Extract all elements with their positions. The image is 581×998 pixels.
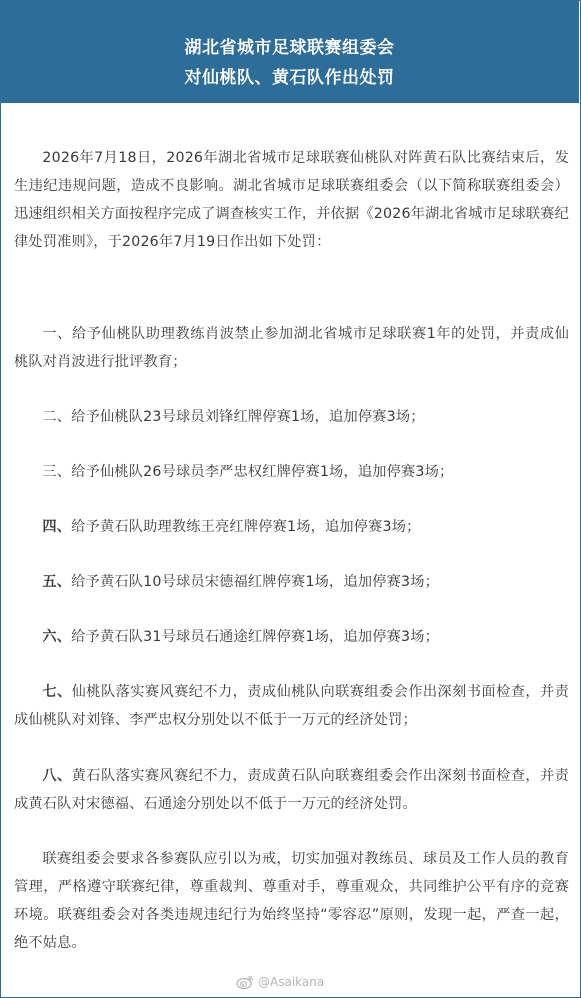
- watermark-text: @Asaikana: [258, 975, 325, 989]
- title-line-1: 湖北省城市足球联赛组委会: [184, 38, 395, 58]
- item-text: 给予黄石队31号球员石通途红牌停赛1场，追加停赛3场；: [71, 629, 439, 645]
- header-banner: [0, 0, 579, 103]
- penalty-item-4: [14, 513, 569, 541]
- item-text: 给予黄石队助理教练王亮红牌停赛1场，追加停赛3场；: [71, 519, 421, 535]
- item-number: 四、: [42, 519, 72, 535]
- weibo-icon: [236, 975, 254, 989]
- penalty-item-8: [14, 762, 569, 818]
- item-text: 黄石队落实赛风赛纪不力，责成黄石队向联赛组委会作出深刻书面检查，并责成黄石队对宋德福、石通途分别处以不低于一万元的经济处罚。: [14, 768, 569, 812]
- item-number: 七、: [42, 684, 72, 700]
- item-text: 给予仙桃队23号球员刘锋红牌停赛1场，追加停赛3场；: [71, 409, 425, 425]
- closing-paragraph: 联赛组委会要求各参赛队应引以为戒，切实加强对教练员、球员及工作人员的教育管理，严格遵守联赛纪律，尊重裁判、尊重对手，尊重观众，共同维护公平有序的竞赛环境。联赛组委会对各类违规违纪行为始终坚持“零容忍”原则，发现一起，严查一起，绝不姑息。: [14, 851, 569, 951]
- item-number: 八、: [42, 768, 72, 784]
- item-number: 二、: [42, 409, 72, 425]
- penalty-item-3: [14, 458, 569, 486]
- penalty-item-7: [14, 678, 569, 734]
- penalty-item-5: [14, 568, 569, 596]
- item-text: 给予黄石队10号球员宋德福红牌停赛1场，追加停赛3场；: [71, 574, 439, 590]
- item-text: 仙桃队落实赛风赛纪不力，责成仙桃队向联赛组委会作出深刻书面检查，并责成仙桃队对刘锋、李严忠权分别处以不低于一万元的经济处罚；: [14, 684, 569, 728]
- item-text: 给予仙桃队26号球员李严忠权红牌停赛1场，追加停赛3场；: [71, 464, 454, 480]
- intro-paragraph: 2026年7月18日，2026年湖北省城市足球联赛仙桃队对阵黄石队比赛结束后，发生违纪违规问题，造成不良影响。湖北省城市足球联赛组委会（以下简称联赛组委会）迅速组织相关方面按程序完成了调查核实工作，并依据《2026年湖北省城市足球联赛纪律处罚准则》，于2026年7月19日作出如下处罚：: [14, 150, 569, 250]
- item-number: 五、: [42, 574, 72, 590]
- penalty-item-1: [14, 320, 569, 376]
- watermark: [236, 972, 324, 992]
- item-text: 给予仙桃队助理教练肖波禁止参加湖北省城市足球联赛1年的处罚，并责成仙桃队对肖波进行批评教育；: [14, 326, 569, 370]
- item-number: 六、: [42, 629, 72, 645]
- title-line-2: 对仙桃队、黄石队作出处罚: [184, 68, 395, 88]
- penalty-item-6: [14, 623, 569, 651]
- item-number: 一、: [42, 326, 72, 342]
- item-number: 三、: [42, 464, 72, 480]
- penalty-item-2: [14, 403, 569, 431]
